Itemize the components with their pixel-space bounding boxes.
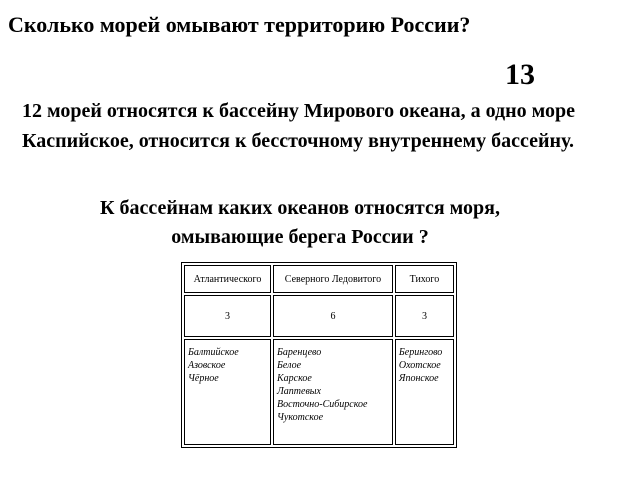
sea-black: Чёрное [188, 373, 219, 384]
counts-row [184, 295, 454, 337]
subquestion-line-1: К бассейнам каких океанов относятся моря, [100, 197, 500, 219]
header-pacific: Тихого [395, 265, 454, 293]
seas-arctic [273, 339, 393, 445]
header-atlantic: Атлантического [184, 265, 271, 293]
seas-pacific [395, 339, 454, 445]
oceans-table [181, 262, 457, 448]
subquestion-line-2: омывающие берега России ? [171, 226, 429, 248]
sea-chukchi: Чукотское [277, 412, 324, 423]
header-arctic: Северного Ледовитого [273, 265, 393, 293]
seas-atlantic [184, 339, 271, 445]
sea-azov: Азовское [188, 360, 226, 371]
sea-barents: Баренцево [277, 347, 322, 358]
sea-kara: Карское [277, 373, 312, 384]
question-title: Сколько морей омывают территорию России? [8, 12, 471, 37]
sea-okhotsk: Охотское [398, 360, 441, 371]
sea-laptev: Лаптевых [277, 386, 321, 397]
table-header-row [184, 265, 454, 293]
count-pacific: 3 [395, 295, 454, 337]
answer-number: 13 [505, 58, 535, 91]
seas-row [184, 339, 454, 445]
sea-bering: Берингово [398, 347, 443, 358]
sea-white: Белое [277, 360, 302, 371]
sea-baltic: Балтийское [188, 347, 239, 358]
sea-east-siberian: Восточно-Сибирское [277, 399, 368, 410]
count-arctic: 6 [273, 295, 393, 337]
count-atlantic: 3 [184, 295, 271, 337]
sea-japan: Японское [398, 373, 439, 384]
subquestion [0, 194, 600, 252]
explanation-text: 12 морей относятся к бассейну Мирового океана, а одно море Каспийское, относится к бессточному внутреннему бассейну. [22, 100, 575, 152]
